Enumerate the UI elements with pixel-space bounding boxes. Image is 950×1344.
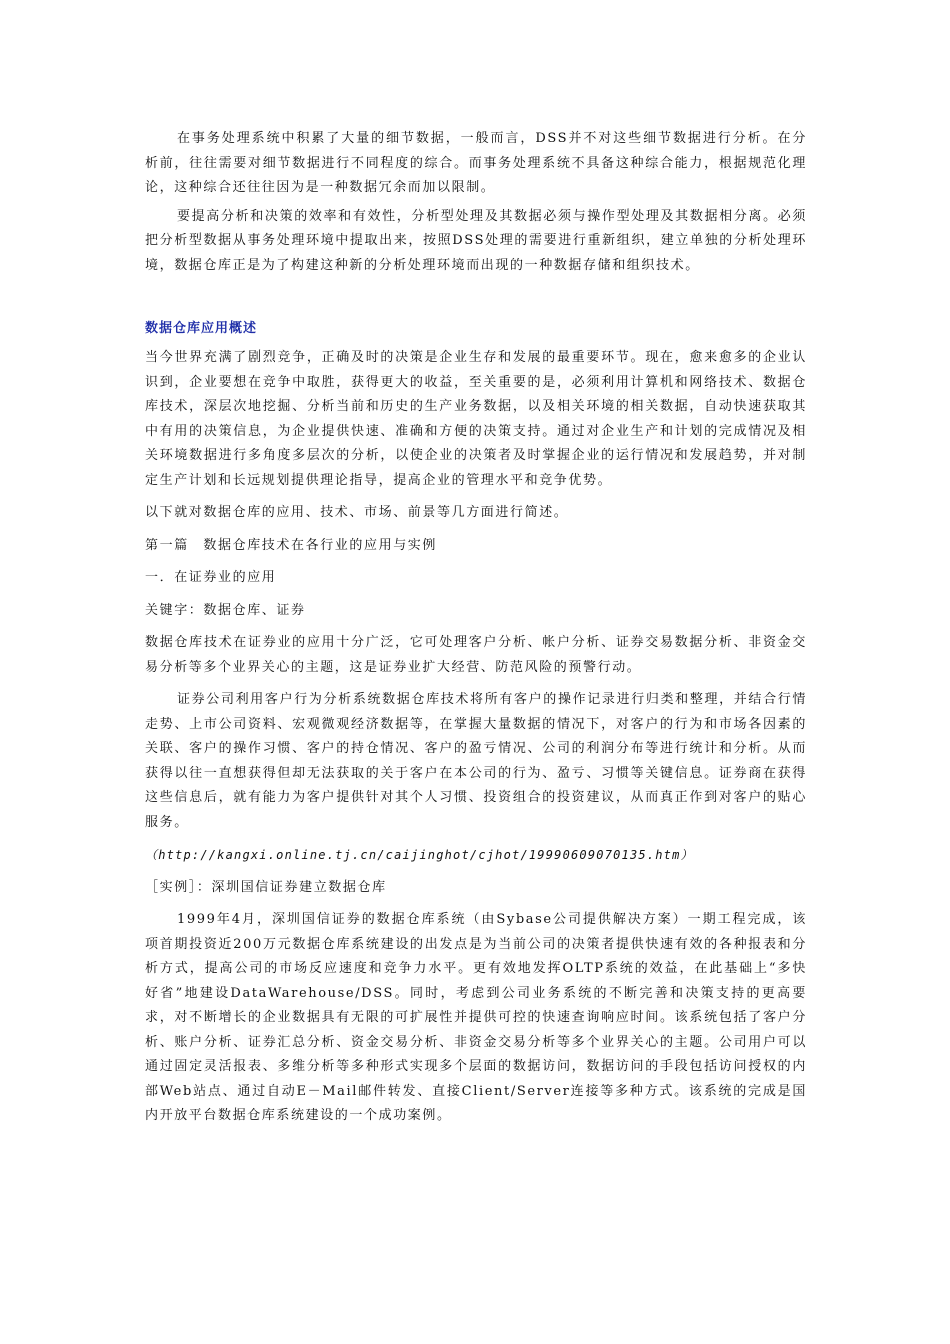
source-url: （http://kangxi.online.tj.cn/caijinghot/cjhot/19990609070135.htm） [145, 848, 694, 862]
part-title: 第一篇 数据仓库技术在各行业的应用与实例 [145, 537, 438, 553]
document-page [145, 127, 807, 1129]
overview-paragraph: 当今世界充满了剧烈竞争，正确及时的决策是企业生存和发展的最重要环节。现在，愈来愈多的企业认识到，企业要想在竞争中取胜，获得更大的收益，至关重要的是，必须利用计算机和网络技术、数据仓库技术，深层次地挖掘、分析当前和历史的生产业务数据，以及相关环境的相关数据，自动快速获取其中有用的决策信息，为企业提供快速、准确和方便的决策支持。通过对企业生产和计划的完成情况及相关环境数据进行多角度多层次的分析，以使企业的决策者及时掌握企业的运行情况和发展趋势，并对制定生产计划和长远规划提供理论指导，提高企业的管理水平和竞争优势。 [145, 350, 807, 488]
intro-paragraph-2: 要提高分析和决策的效率和有效性，分析型处理及其数据必须与操作型处理及其数据相分离。必须把分析型数据从事务处理环境中提取出来，按照DSS处理的需要进行重新组织，建立单独的分析处理环境，数据仓库正是为了构建这种新的分析处理环境而出现的一种数据存储和组织技术。 [145, 208, 807, 273]
securities-intro-paragraph: 数据仓库技术在证券业的应用十分广泛，它可处理客户分析、帐户分析、证券交易数据分析、非资金交易分析等多个业界关心的主题，这是证券业扩大经营、防范风险的预警行动。 [145, 635, 807, 675]
example-title: ［实例］：深圳国信证券建立数据仓库 [145, 879, 387, 895]
securities-detail-paragraph: 证券公司利用客户行为分析系统数据仓库技术将所有客户的操作记录进行归类和整理，并结合行情走势、上市公司资料、宏观微观经济数据等，在掌握大量数据的情况下，对客户的行为和市场各因素的关联、客户的操作习惯、客户的持仓情况、客户的盈亏情况、公司的利润分布等进行统计和分析。从而获得以往一直想获得但却无法获取的关于客户在本公司的行为、盈亏、习惯等关键信息。证券商在获得这些信息后，就有能力为客户提供针对其个人习惯、投资组合的投资建议，从而真正作到对客户的贴心服务。 [145, 692, 807, 830]
intro-paragraph-1: 在事务处理系统中积累了大量的细节数据，一般而言，DSS并不对这些细节数据进行分析。在分析前，往往需要对细节数据进行不同程度的综合。而事务处理系统不具备这种综合能力，根据规范化理论，这种综合还往往因为是一种数据冗余而加以限制。 [145, 131, 807, 195]
summary-paragraph: 以下就对数据仓库的应用、技术、市场、前景等几方面进行简述。 [145, 505, 569, 520]
keywords-line: 关键字：数据仓库、证券 [145, 602, 306, 618]
section-heading: 数据仓库应用概述 [145, 321, 258, 336]
example-paragraph: 1999年4月，深圳国信证券的数据仓库系统（由Sybase公司提供解决方案）一期工程完成，该项首期投资近200万元数据仓库系统建设的出发点是为当前公司的决策者提供快速有效的各种报表和分析方式，提高公司的市场反应速度和竞争力水平。更有效地发挥OLTP系统的效益，在此基础上“多快好省”地建设DataWarehouse/DSS。同时，考虑到公司业务系统的不断完善和决策支持的更高要求，对不断增长的企业数据具有无限的可扩展性并提供可控的快速查询响应时间。该系统包括了客户分析、账户分析、证券汇总分析、资金交易分析、非资金交易分析等多个业界关心的主题。公司用户可以通过固定灵活报表、多维分析等多种形式实现多个层面的数据访问，数据访问的手段包括访问授权的内部Web站点、通过自动E－Mail邮件转发、直接Client/Server连接等多种方式。该系统的完成是国内开放平台数据仓库系统建设的一个成功案例。 [145, 912, 807, 1123]
chapter-title: 一．在证券业的应用 [145, 570, 277, 585]
